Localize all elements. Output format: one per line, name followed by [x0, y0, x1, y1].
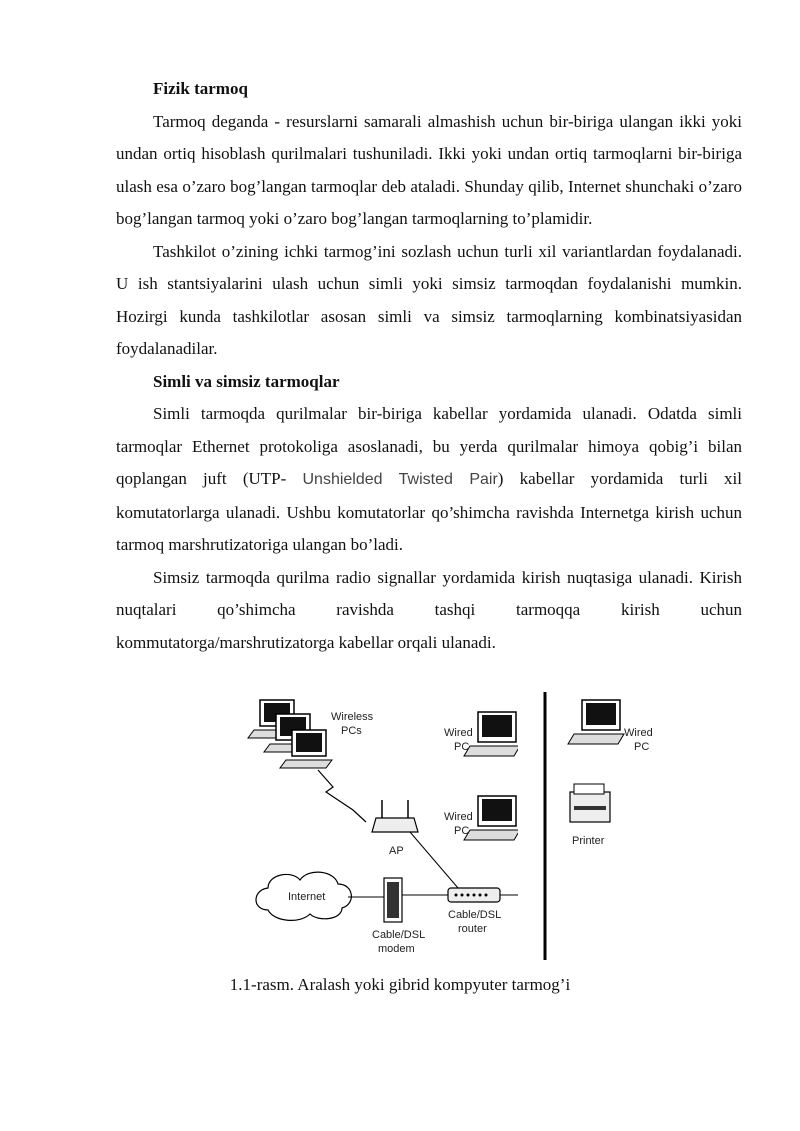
label-wired-pc-a-2: PC [454, 741, 470, 753]
label-router-2: router [458, 923, 487, 935]
label-wired-pc-c-2: PC [634, 741, 650, 753]
access-point-icon [372, 800, 418, 832]
label-wired-pc-c-1: Wired [624, 727, 653, 739]
label-ap: AP [389, 845, 404, 857]
section-heading-wired-wireless: Simli va simsiz tarmoqlar [153, 371, 340, 391]
label-wired-pc-b-1: Wired [444, 811, 473, 823]
label-wired-pc-a-1: Wired [444, 727, 473, 739]
printer-icon [570, 784, 610, 822]
figure-caption: 1.1-rasm. Aralash yoki gibrid kompyuter tarmog’i [229, 975, 571, 994]
label-printer: Printer [572, 835, 605, 847]
router-icon [448, 888, 500, 902]
paragraph-network-definition: Tarmoq deganda - resurslarni samarali almashish uchun bir-biriga ulangan ikki yoki undan ortiq hisoblash qurilmalari tushuniladi. Ikki yoki undan ortiq tarmoqlarni bir-biriga ulash esa o’zaro bog’langan tarmoqlar deb ataladi. Shunday qilib, Internet shunchaki o’zaro bog’langan tarmoq yoki o’zaro bog’langan tarmoqlarning to’plamidir. [116, 111, 742, 228]
paragraph-organization-network: Tashkilot o’zining ichki tarmog’ini sozlash uchun turli xil variantlardan foydalanadi. U ish stantsiyalarini ulash uchun simli yoki simsiz tarmoqdan foydalanishi mumkin. Hozirgi kunda tashkilotlar asosan simli va simsiz tarmoqlarning kombinatsiyasidan foydalanadilar. [116, 241, 742, 358]
paragraph-wired-text-start: Simli tarmoqda qurilmalar bir-biriga kabellar yordamida ulanadi. Odatda simli tarmoqlar Ethernet protokoliga asoslanadi, bu yerda qurilmalar himoya qobig’i bilan qoplangan juft (UTP- [116, 404, 742, 488]
section-heading-physical-network: Fizik tarmoq [153, 79, 248, 98]
wireless-laptops-icon [248, 700, 332, 768]
label-internet: Internet [288, 891, 326, 903]
label-wireless-pcs-1: Wireless [331, 711, 374, 723]
document-body [116, 73, 742, 659]
paragraph-wireless-network: Simsiz tarmoqda qurilma radio signallar yordamida kirish nuqtasiga ulanadi. Kirish nuqtalari qo’shimcha ravishda tashqi tarmoqqa kirish uchun kommutatorga/marshrutizatorga kabellar orqali ulanadi. [116, 567, 742, 652]
radio-signal-line [318, 770, 366, 822]
hybrid-network-diagram [238, 692, 518, 962]
network-diagram-right-part [518, 692, 668, 962]
label-router-1: Cable/DSL [448, 909, 502, 921]
utp-term: Unshielded Twisted Pair [302, 471, 498, 488]
paragraph-wired-network [116, 398, 742, 562]
paragraph-wired-text-end: ) kabellar yordamida turli xil komutatorlarga ulanadi. Ushbu komutatorlar qo’shimcha ravishda Internetga kirish uchun tarmoq marshrutizatoriga ulangan bo’ladi. [116, 469, 743, 554]
label-wireless-pcs-2: PCs [341, 725, 362, 737]
wired-laptop-c-icon [568, 700, 624, 744]
label-modem-1: Cable/DSL [372, 929, 426, 941]
modem-icon [384, 878, 402, 922]
ap-router-line [410, 832, 458, 888]
label-wired-pc-b-2: PC [454, 825, 470, 837]
label-modem-2: modem [378, 943, 415, 955]
